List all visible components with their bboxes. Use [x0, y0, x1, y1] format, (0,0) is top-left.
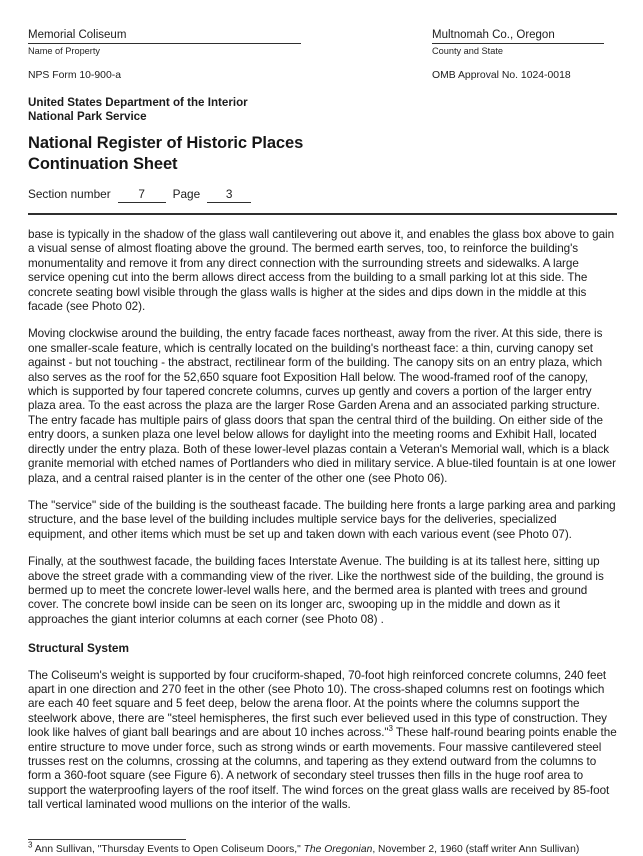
document-title: [28, 133, 617, 175]
footnote-block: [28, 839, 617, 856]
footnote-reference-mark: 3: [388, 724, 393, 734]
structural-text-after-note: These half-round bearing points enable the entire structure to move under force, such as strong winds or earth movements. Four massive cantilevered steel trusses rest on the columns, crossing at the columns, and tapering as they extend outward from the columns to form a 360-foot square (see Figure 6). A network of secondary steel trusses then fills in the huge roof area to support the waterproofing layers of the roof itself. The wind forces on the great glass walls are received by 85-foot tall vertical laminated wood mullions on the interior of the walls.: [28, 726, 617, 812]
structural-system-heading: Structural System: [28, 641, 129, 656]
document-title-line1: National Register of Historic Places: [28, 134, 304, 152]
form-number-row: [28, 70, 617, 82]
paragraph-service-side: The "service" side of the building is the southeast facade. The building here fronts a large parking area and parking structure, and the base level of the building includes multiple service bays for the deliveries, specialized equipment, and other items which must be set up and taken down with each various event (see Photo 07).: [28, 498, 616, 541]
county-state-label: County and State: [432, 46, 503, 56]
paragraph-southwest-facade: Finally, at the southwest facade, the building faces Interstate Avenue. The building is at its tallest here, sitting up above the street grade with a commanding view of the river. Like the northwest side of the building, the ground is bermed up to meet the concrete lower-level walls here, and the bermed area is planted with trees and ground cover. The concrete bowl inside can be seen on its longer arc, swooping up in the middle and down as it approaches the giant interior columns at each corner (see Photo 08) .: [28, 555, 604, 626]
footnote-citation-end: , November 2, 1960 (staff writer Ann Sullivan): [372, 843, 580, 855]
body-text: [28, 228, 617, 813]
paragraph-northwest-facade: base is typically in the shadow of the glass wall cantilevering out above it, and enables the glass box above to gain a visual sense of almost floating above the ground. The bermed earth serves, too, to reinforce the building's monumentality and remove it from any direct connection with the surrounding streets and sidewalks. A large service opening cut into the berm allows direct access from the building to a small parking lot at this side. The concrete seating bowl visible through the glass walls is higher at the sides and dips down in the middle at this facade (see Photo 02).: [28, 228, 615, 314]
footnote-separator-rule: [28, 839, 186, 840]
agency-name: National Park Service: [28, 109, 147, 123]
paragraph-entry-facade: Moving clockwise around the building, the entry facade faces northeast, away from the river. At this side, there is one smaller-scale feature, which is centrally located on the building's northeast face: a thin, curving canopy set against - but not touching - the abstract, rectilinear form of the building. The canopy sits on an entry plaza, which also serves as the roof for the 52,650 square foot Exposition Hall below. The wood-framed roof of the canopy, which is supported by four tapered concrete columns, curves up gently and covers a portion of the larger entry plaza area. To the east across the plaza are the larger Rose Garden Arena and an associated parking structure. The entry facade has multiple pairs of glass doors that span the central third of the building. On either side of the entry doors, a sunken plaza one level below allows for daylight into the meeting rooms and Exhibit Hall, located directly under the entry plaza. Both of these lower-level plazas contain a Veteran's Memorial wall, which is a black granite memorial with etched names of Portlanders who died in military service. A blue-tiled fountain is at one lower plaza, and a central raised planter is in the center of the other one (see Photo 06).: [28, 327, 616, 485]
header-divider-rule: [28, 213, 617, 215]
section-number-value: 7: [118, 187, 166, 203]
footnote-text: [28, 840, 617, 856]
document-title-line2: Continuation Sheet: [28, 155, 178, 173]
page-number-value: 3: [207, 187, 251, 203]
section-number-label: Section number: [28, 187, 111, 201]
property-name-value: Memorial Coliseum: [28, 29, 301, 44]
omb-approval-number: OMB Approval No. 1024-0018: [432, 70, 571, 81]
section-page-row: [28, 187, 617, 203]
county-field: [432, 29, 617, 57]
header-fields: [28, 29, 617, 57]
structural-text-before-note: The Coliseum's weight is supported by four cruciform-shaped, 70-foot high reinforced concrete columns, 240 feet apart in one direction and 270 feet in the other (see Photo 10). The cross-shaped columns rest on footings which are each 40 feet square and 5 feet deep, below the arena floor. At the points where the columns support the steelwork above, there are "steel hemispheres, the first such ever believed used in this type of construction. They look like halves of giant ball bearings and are about 10 inches across.": [28, 668, 607, 740]
county-state-value: Multnomah Co., Oregon: [432, 29, 604, 44]
paragraph-structural-system: [28, 669, 617, 813]
footnote-publication-name: The Oregonian: [303, 843, 373, 855]
department-block: [28, 96, 617, 123]
page-label: Page: [172, 187, 201, 201]
property-field: [28, 29, 432, 57]
department-name: United States Department of the Interior: [28, 96, 248, 109]
footnote-citation-start: Ann Sullivan, "Thursday Events to Open Coliseum Doors,": [32, 843, 304, 855]
property-name-label: Name of Property: [28, 46, 100, 56]
footnote-number: 3: [28, 840, 33, 850]
nps-form-number: NPS Form 10-900-a: [28, 70, 121, 81]
